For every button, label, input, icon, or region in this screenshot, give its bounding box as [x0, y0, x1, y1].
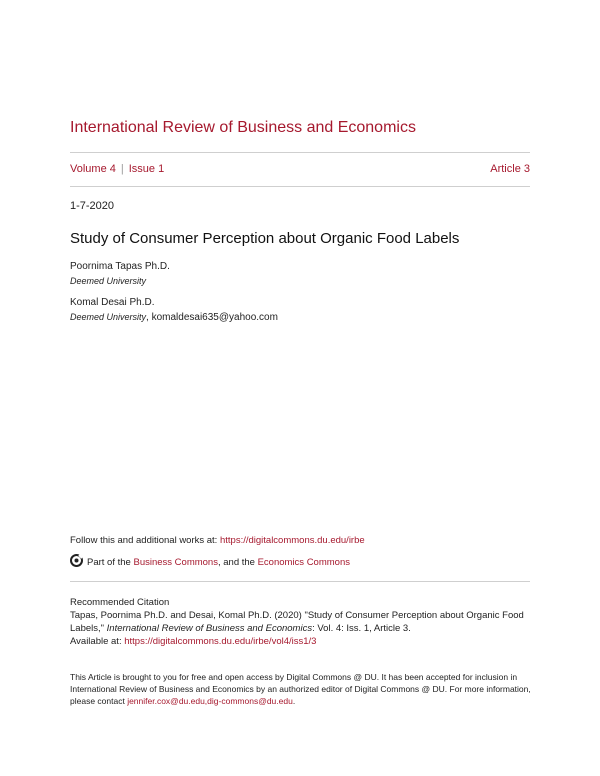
economics-commons-link[interactable]: Economics Commons [257, 557, 350, 568]
open-access-notice [70, 671, 532, 707]
citation-volume-info: : Vol. 4: Iss. 1, Article 3. [312, 623, 411, 634]
part-of-prefix: Part of the [87, 557, 134, 568]
notice-text: This Article is brought to you for free and open access by Digital Commons @ DU. It has been accepted for inclusion in International Review of Business and Economics by an authorized editor of Digital Commons @ DU. For more information, please contact [70, 672, 531, 706]
part-of-line [70, 554, 350, 570]
notice-end: . [292, 696, 296, 706]
paper-title: Study of Consumer Perception about Organic Food Labels [70, 230, 460, 247]
article-number-link[interactable]: Article 3 [490, 163, 530, 175]
article-url-link[interactable]: https://digitalcommons.du.edu/irbe/vol4/iss1/3 [124, 636, 317, 647]
header-divider-bottom [70, 186, 530, 187]
follow-works-line [70, 535, 365, 546]
author-affiliation: Deemed University [70, 276, 147, 286]
author-name: Komal Desai Ph.D. [70, 297, 155, 308]
author-block [70, 296, 278, 325]
follow-url-link[interactable]: https://digitalcommons.du.edu/irbe [219, 535, 365, 546]
volume-issue-separator: | [120, 163, 124, 175]
citation-divider [70, 581, 530, 582]
volume-issue-row [70, 163, 530, 175]
available-at-label: Available at: [70, 636, 125, 647]
author-name: Poornima Tapas Ph.D. [70, 261, 170, 272]
issue-link[interactable]: Issue 1 [128, 163, 165, 175]
citation-journal-name: International Review of Business and Economics [106, 623, 313, 634]
citation-authors-title: Tapas, Poornima Ph.D. and Desai, Komal Ph.D. (2020) "Study of Consumer Perception about Organic Food Labels," [70, 610, 524, 634]
citation-text [70, 609, 532, 648]
contact-email-link[interactable]: jennifer.cox@du.edu,dig-commons@du.edu [127, 696, 293, 706]
author-affiliation: Deemed University [70, 312, 147, 322]
journal-title[interactable]: International Review of Business and Economics [70, 119, 416, 136]
publication-date: 1-7-2020 [70, 200, 115, 212]
business-commons-link[interactable]: Business Commons [133, 557, 218, 568]
header-divider-top [70, 152, 530, 153]
part-of-connector: , and the [217, 557, 258, 568]
comma-separator: , [146, 312, 152, 323]
digital-commons-network-icon [70, 554, 83, 570]
author-block [70, 260, 170, 288]
recommended-citation-heading: Recommended Citation [70, 597, 170, 608]
follow-text: Follow this and additional works at: [70, 535, 220, 546]
author-email[interactable]: komaldesai635@yahoo.com [151, 312, 278, 323]
volume-link[interactable]: Volume 4 [70, 163, 116, 175]
